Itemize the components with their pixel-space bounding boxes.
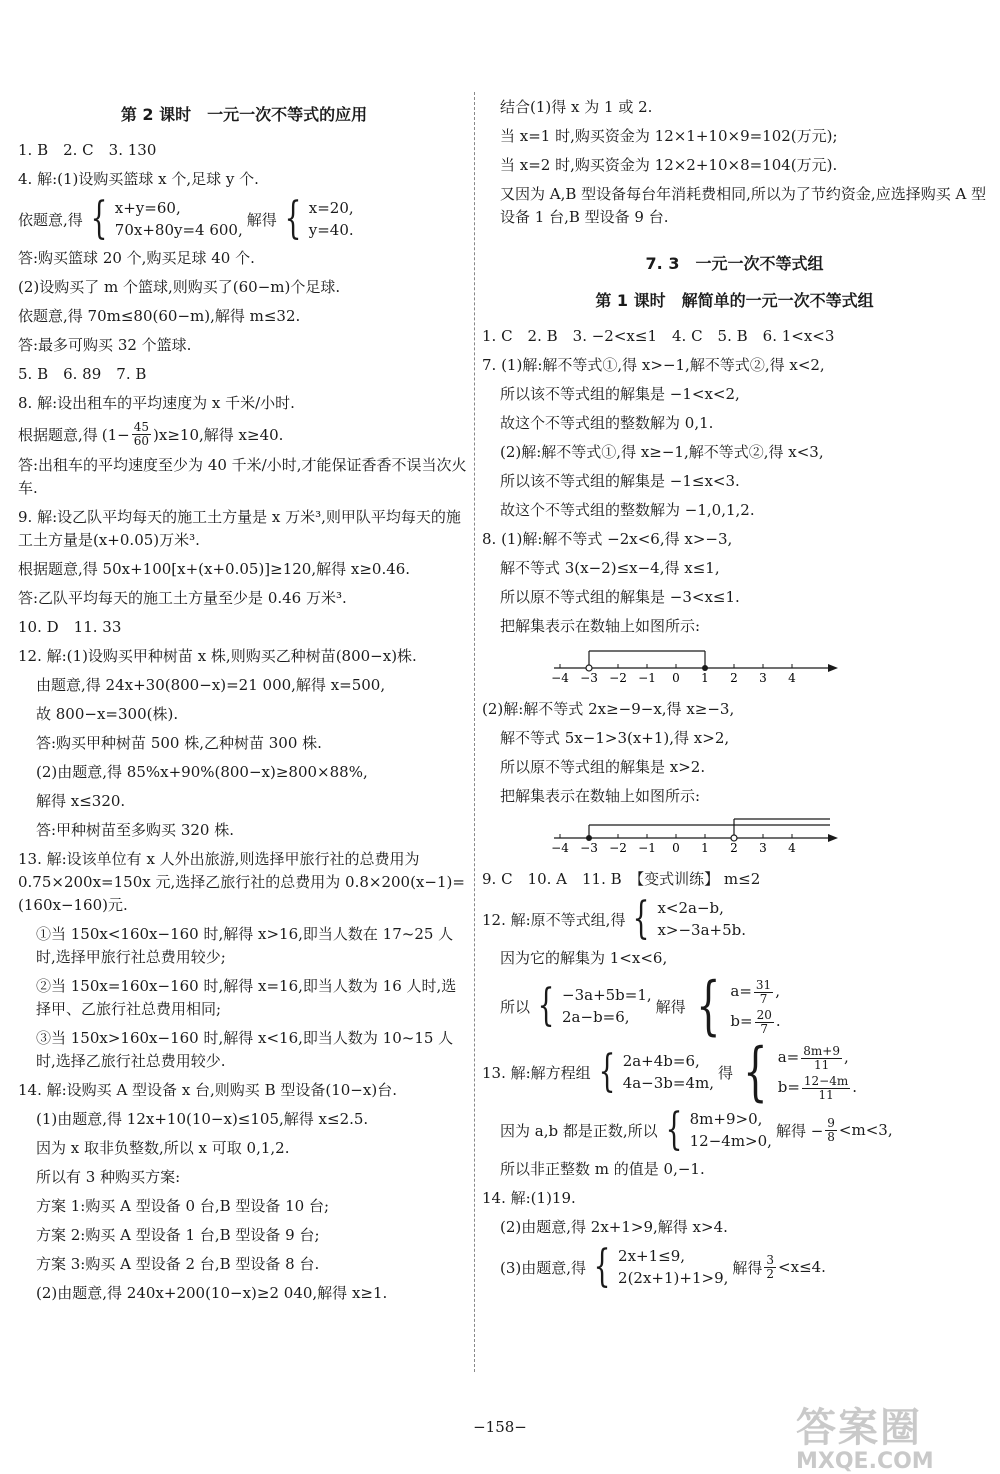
tick-label: 1: [701, 841, 709, 854]
tick-label: 0: [672, 841, 680, 854]
tick-label: −3: [580, 671, 598, 684]
tick-label: 4: [788, 671, 796, 684]
answer-line: 1. C 2. B 3. −2<x≤1 4. C 5. B 6. 1<x<3: [482, 327, 835, 345]
answer-line: 所以有 3 种购买方案:: [36, 1168, 181, 1186]
answer-line: 8. (1)解:解不等式 −2x<6,得 x>−3,: [482, 530, 733, 548]
answer-line: 解得 x≤320.: [36, 792, 126, 810]
inequality-system: 12. 解:原不等式组,得 { x<2a−b, x>−3a+5b.: [482, 893, 747, 944]
fraction: $\frac{45}{60}$: [133, 420, 150, 448]
answer-line: 9. C 10. A 11. B 【变式训练】 m≤2: [482, 870, 761, 888]
page-number: −158−: [473, 1418, 527, 1436]
answer-line: 9. 解:设乙队平均每天的施工土方量是 x 万米³,则甲队平均每天的施工土方量是(x+0.05)万米³.: [18, 508, 461, 549]
answer-line: 所以该不等式组的解集是 −1≤x<3.: [500, 472, 740, 490]
answer-line: 方案 3:购买 A 型设备 2 台,B 型设备 8 台.: [36, 1255, 320, 1273]
answer-line: 又因为 A,B 型设备每台年消耗费相同,所以为了节约资金,应选择购买 A 型设备 1 台,B 型设备 9 台.: [500, 185, 987, 226]
answer-line: 当 x=2 时,购买资金为 12×2+10×8=104(万元).: [500, 156, 838, 174]
answer-line: 把解集表示在数轴上如图所示:: [500, 787, 701, 805]
answer-line: 结合(1)得 x 为 1 或 2.: [500, 98, 653, 116]
answer-line: 解不等式 3(x−2)≤x−4,得 x≤1,: [500, 559, 720, 577]
tick-label: 4: [788, 841, 796, 854]
answer-line: 依题意,得 70m≤80(60−m),解得 m≤32.: [18, 307, 301, 325]
answer-line: 5. B 6. 89 7. B: [18, 365, 147, 383]
answer-line: 答:购买甲种树苗 500 株,乙种树苗 300 株.: [36, 734, 322, 752]
answer-line: 所以原不等式组的解集是 x>2.: [500, 758, 706, 776]
column-divider: [474, 92, 475, 1372]
tick-label: 1: [701, 671, 709, 684]
answer-line: 解不等式 5x−1>3(x+1),得 x>2,: [500, 729, 730, 747]
tick-label: 2: [730, 671, 738, 684]
section-title: 7. 3 一元一次不等式组: [645, 254, 824, 273]
answer-line: 答:最多可购买 32 个篮球.: [18, 336, 192, 354]
answer-line: 13. 解:设该单位有 x 人外出旅游,则选择甲旅行社的总费用为 0.75×200x=150x 元,选择乙旅行社的总费用为 0.8×200(x−1)=(160x−160)元.: [18, 850, 465, 914]
answer-line: 1. B 2. C 3. 130: [18, 141, 157, 159]
answer-line: (2)由题意,得 85%x+90%(800−x)≥800×88%,: [36, 763, 368, 781]
tick-label: −2: [609, 671, 627, 684]
tick-label: −4: [552, 671, 569, 684]
answer-line: 12. 解:(1)设购买甲种树苗 x 株,则购买乙种树苗(800−x)株.: [18, 647, 417, 665]
tick-label: −1: [638, 671, 656, 684]
answer-line: 4. 解:(1)设购买篮球 x 个,足球 y 个.: [18, 170, 259, 188]
number-line-2: [552, 814, 987, 858]
answer-line: 故这个不等式组的整数解为 0,1.: [500, 414, 714, 432]
tick-label: −2: [609, 841, 627, 854]
answer-line: (2)设购买了 m 个篮球,则购买了(60−m)个足球.: [18, 278, 341, 296]
answer-line: ②当 150x=160x−160 时,解得 x=16,即当人数为 16 人时,选择甲、乙旅行社总费用相同;: [36, 977, 457, 1018]
fraction-inequality: 根据题意,得 (1− $\frac{45}{60}$ ) x≥10,解得 x≥40.: [18, 420, 284, 448]
tick-label: −4: [552, 841, 569, 854]
equation-system: 13. 解:解方程组 { 2a+4b=6, 4a−3b=4m, 得 { a= $\frac{8m+9}{11}$ , b= $\frac{12-4m}{11}$ .: [482, 1035, 858, 1109]
equation-system: 依题意,得 { x+y=60, 70x+80y=4 600, 解得 { x=20, y=40.: [18, 193, 354, 244]
answer-line: 因为 x 取非负整数,所以 x 可取 0,1,2.: [36, 1139, 290, 1157]
right-column: [482, 96, 987, 1295]
answer-line: 把解集表示在数轴上如图所示:: [500, 617, 701, 635]
answer-line: (2)解:解不等式 2x≥−9−x,得 x≥−3,: [482, 700, 735, 718]
answer-line: 故这个不等式组的整数解为 −1,0,1,2.: [500, 501, 755, 519]
answer-line: 方案 2:购买 A 型设备 1 台,B 型设备 9 台;: [36, 1226, 320, 1244]
left-column: [18, 96, 470, 1311]
answer-line: 8. 解:设出租车的平均速度为 x 千米/小时.: [18, 394, 295, 412]
answer-line: 答:乙队平均每天的施工土方量至少是 0.46 万米³.: [18, 589, 347, 607]
tick-label: 3: [759, 671, 767, 684]
equation-system: 所以 { −3a+5b=1, 2a−b=6, 解得 { a= $\frac{31}{7}$ , b= $\frac{20}{7}$ .: [500, 969, 781, 1043]
tick-label: −1: [638, 841, 656, 854]
answer-line: ③当 150x>160x−160 时,解得 x<16,即当人数为 10~15 人时,选择乙旅行社总费用较少.: [36, 1029, 454, 1070]
answer-line: 故 800−x=300(株).: [36, 705, 179, 723]
answer-line: 因为它的解集为 1<x<6,: [500, 949, 668, 967]
lesson-title: 第 1 课时 解简单的一元一次不等式组: [595, 291, 874, 310]
answer-line: 所以非正整数 m 的值是 0,−1.: [500, 1160, 705, 1178]
answer-line: ①当 150x<160x−160 时,解得 x>16,即当人数在 17~25 人时,选择甲旅行社总费用较少;: [36, 925, 454, 966]
answer-line: 所以原不等式组的解集是 −3<x≤1.: [500, 588, 740, 606]
tick-label: 2: [730, 841, 738, 854]
tick-label: 0: [672, 671, 680, 684]
answer-line: 由题意,得 24x+30(800−x)=21 000,解得 x=500,: [36, 676, 386, 694]
number-line-1: [552, 644, 987, 688]
number-line-1-svg: [552, 644, 842, 684]
answer-line: 14. 解:设购买 A 型设备 x 台,则购买 B 型设备(10−x)台.: [18, 1081, 397, 1099]
answer-line: 10. D 11. 33: [18, 618, 122, 636]
answer-line: 14. 解:(1)19.: [482, 1189, 576, 1207]
lesson-title: 第 2 课时 一元一次不等式的应用: [120, 105, 368, 124]
watermark-logo: 答案圈 MXQE.COM: [796, 1405, 934, 1474]
answer-line: 根据题意,得 50x+100[x+(x+0.05)]≥120,解得 x≥0.46.: [18, 560, 411, 578]
answer-line: (2)由题意,得 240x+200(10−x)≥2 040,解得 x≥1.: [36, 1284, 388, 1302]
answer-line: (1)由题意,得 12x+10(10−x)≤105,解得 x≤2.5.: [36, 1110, 369, 1128]
answer-line: 答:甲种树苗至多购买 320 株.: [36, 821, 234, 839]
tick-label: 3: [759, 841, 767, 854]
answer-line: 答:出租车的平均速度至少为 40 千米/小时,才能保证香香不误当次火车.: [18, 456, 467, 497]
answer-line: 当 x=1 时,购买资金为 12×1+10×9=102(万元);: [500, 127, 838, 145]
inequality-system: (3)由题意,得 { 2x+1≤9, 2(2x+1)+1>9, 解得 $\frac{3}{2}$ <x≤4.: [500, 1241, 826, 1292]
tick-label: −3: [580, 841, 598, 854]
answer-line: 答:购买篮球 20 个,购买足球 40 个.: [18, 249, 255, 267]
answer-line: 7. (1)解:解不等式①,得 x>−1,解不等式②,得 x<2,: [482, 356, 825, 374]
answer-line: 所以该不等式组的解集是 −1<x<2,: [500, 385, 740, 403]
inequality-system: 因为 a,b 都是正数,所以 { 8m+9>0, 12−4m>0, 解得 − $\frac{9}{8}$ <m<3,: [500, 1104, 893, 1155]
answer-line: 方案 1:购买 A 型设备 0 台,B 型设备 10 台;: [36, 1197, 330, 1215]
number-line-2-svg: [552, 814, 842, 854]
answer-line: (2)由题意,得 2x+1>9,解得 x>4.: [500, 1218, 728, 1236]
answer-line: (2)解:解不等式①,得 x≥−1,解不等式②,得 x<3,: [500, 443, 824, 461]
